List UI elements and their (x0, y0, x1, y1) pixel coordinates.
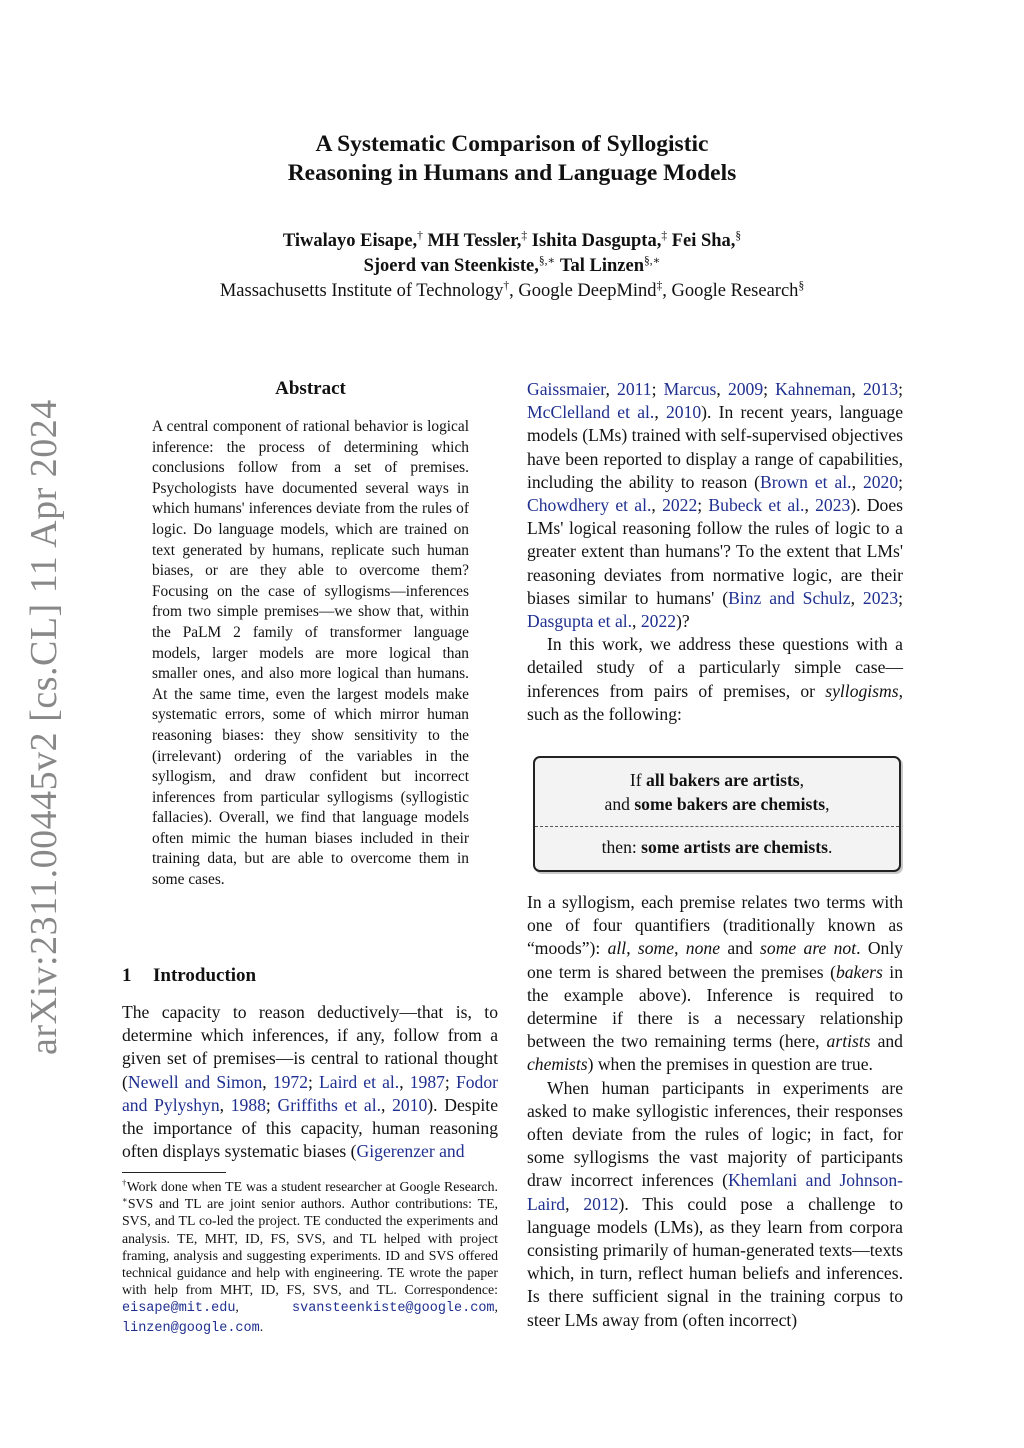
premise-statement: some bakers are chemists (634, 794, 826, 814)
citation-link[interactable]: Chowdhery et al. (527, 495, 652, 516)
citation-year-link[interactable]: 2010 (392, 1094, 428, 1115)
syllogism-premises (535, 768, 899, 816)
citation-year-link[interactable]: 2020 (862, 471, 899, 492)
text-run: . Only one term is shared between the premises ( (527, 938, 904, 982)
title-line-1: A Systematic Comparison of Syllogistic (315, 131, 709, 157)
section-title: Introduction (153, 965, 257, 986)
affiliation-deepmind: , Google DeepMind (509, 281, 657, 301)
arxiv-identifier-stamp: arXiv:2311.00445v2 [cs.CL] 11 Apr 2024 (23, 399, 65, 1055)
author-line-1 (0, 229, 1024, 254)
citation-link[interactable]: Griffiths et al. (277, 1094, 381, 1115)
abstract-heading: Abstract (275, 378, 346, 399)
citation-year-link[interactable]: 2012 (583, 1193, 619, 1214)
affiliation-mark: § (798, 279, 805, 292)
text-run: )? (676, 611, 690, 632)
citation-year-link[interactable]: 2011 (617, 379, 652, 399)
affiliation-mit: Massachusetts Institute of Technology (219, 281, 504, 301)
text-run: , (381, 1094, 393, 1115)
emphasis: some (637, 938, 675, 959)
paragraph (527, 891, 903, 1077)
author-block (0, 229, 1024, 304)
author-eisape: Tiwalayo Eisape, (282, 231, 418, 251)
paragraph (527, 633, 903, 726)
citation-year-link[interactable]: 2013 (862, 379, 899, 399)
footnote-mark: ∗ (122, 1194, 128, 1205)
author-linzen: Tal Linzen (559, 256, 644, 276)
footnote-rule (122, 1172, 226, 1173)
syllogism-example-box (533, 756, 901, 872)
text-run: , (626, 938, 638, 959)
emphasis: artists (826, 1031, 871, 1052)
text-run: in the example above). Inference is required to determine if there is a necessary relationship between the two remaining terms (here, (527, 961, 903, 1052)
citation-link[interactable]: Laird et al. (319, 1071, 400, 1092)
text-run: , (716, 379, 728, 399)
citation-year-link[interactable]: 2022 (640, 611, 677, 632)
text-run: , (674, 938, 686, 959)
right-column-top (527, 378, 903, 726)
citation-year-link[interactable]: 2023 (862, 587, 899, 608)
footnote-text: SVS and TL are joint senior authors. Author contributions: TE, SVS, and TL co-led the project. TE conducted the experiments and analysis. TE, MHT, ID, FS, SVS, and TL helped with project framing, analysis and suggesting experiments. ID and SVS offered technical guidance and help with engineering. TE wrote the paper with help from MHT, ID, FS, SVS, and TL. Correspondence: (122, 1196, 498, 1298)
paper-title (0, 130, 1024, 188)
text-run: , (851, 379, 863, 399)
text-run: ; (651, 379, 664, 399)
text-run: ; (763, 379, 776, 399)
text-run: , (494, 1299, 498, 1315)
author-van-steenkiste: Sjoerd van Steenkiste, (363, 256, 539, 276)
text-run: ; (265, 1094, 278, 1115)
introduction-paragraph (122, 1001, 498, 1163)
premise-1 (535, 768, 899, 792)
citation-link[interactable]: Gigerenzer and (356, 1141, 465, 1162)
citation-year-link[interactable]: 2023 (815, 495, 851, 516)
emphasis: some are not (760, 938, 857, 959)
intro-text-run: ). Despite the importance of this capacity, human reasoning often displays systematic biases ( (122, 1094, 499, 1162)
affiliation-mark: ‡ (521, 229, 528, 242)
section-number: 1 (122, 965, 132, 986)
text-run: , (654, 402, 666, 423)
text-run: , (804, 495, 816, 516)
text-run: ). This could pose a challenge to language models (LMs), as they learn from corpora consisting primarily of human-generated texts—texts which, in turn, reflect human beliefs and inferences. Is there sufficient signal in the training corpus to steer LMs away from (often incorrect) (527, 1193, 903, 1330)
text-run: ; (898, 379, 904, 399)
citation-year-link[interactable]: 2009 (727, 379, 764, 399)
syllogism-divider (535, 826, 899, 827)
author-sha: Fei Sha, (671, 231, 736, 251)
text-run: , (825, 794, 830, 814)
text-run: , (850, 587, 863, 608)
paragraph (527, 1077, 903, 1332)
text-run: ) when the premises in question are true. (587, 1054, 873, 1075)
syllogism-conclusion (535, 835, 899, 859)
text-run: , (399, 1071, 410, 1092)
text-run: . (827, 837, 833, 857)
affiliation-mark: ‡ (661, 229, 668, 242)
paragraph (527, 378, 903, 633)
author-dasgupta: Ishita Dasgupta, (531, 231, 662, 251)
text-run: , (235, 1299, 292, 1315)
text-run: In this work, we address these questions with a detailed study of a particularly simple case—inferences from pairs of premises, or (527, 634, 903, 701)
citation-year-link[interactable]: 2022 (662, 495, 698, 516)
citation-year-link[interactable]: 2010 (665, 402, 702, 423)
emphasis: all (607, 938, 627, 959)
text-run: , (851, 471, 863, 492)
section-heading-introduction (122, 965, 256, 987)
text-run: ). Does LMs' logical reasoning follow the rules of logic to a greater extent than humans'? To the extent that LMs' reasoning deviates from normative logic, are their biases similar to humans' ( (527, 495, 903, 608)
affiliation-mark: ‡ (656, 279, 663, 292)
text-run: ; (444, 1071, 456, 1092)
text-run: , (565, 1193, 584, 1214)
citation-link[interactable]: Newell and Simon (127, 1071, 263, 1092)
citation-link[interactable]: McClelland et al. (527, 402, 655, 423)
premise-statement: all bakers are artists (646, 770, 800, 790)
abstract-text: A central component of rational behavior is logical inference: the process of determining which conclusions follow from a set of premises. Psychologists have documented several ways in which humans' inferences deviate from the rules of logic. Do language models, which are trained on text generated by humans, replicate such human biases, or are they able to overcome them? Focusing on the case of syllogisms—inferences from two simple premises—we show that, within the PaLM 2 family of transformer language models, larger models are more logical than smaller ones, and also more logical than humans. At the same time, even the largest models make systematic errors, some of which mirror human reasoning biases: they show sensitivity to the (irrelevant) ordering of the variables in the syllogism, and draw confident but incorrect inferences from particular syllogisms (syllogistic fallacies). Overall, we find that language models often mimic the human biases included in their training data, but are able to overcome them in some cases. (152, 418, 469, 889)
citation-link[interactable]: Binz and Schulz (728, 587, 851, 608)
citation-year-link[interactable]: 1988 (230, 1094, 266, 1115)
text-run: ; (898, 471, 904, 492)
text-run: , (262, 1071, 273, 1092)
footnote-text: Work done when TE was a student researcher at Google Research. (126, 1179, 499, 1194)
citation-link[interactable]: Kahneman (775, 379, 852, 399)
emphasis: none (685, 938, 720, 959)
citation-year-link[interactable]: 1972 (272, 1071, 308, 1092)
text-run: ; (898, 587, 903, 608)
author-tessler: MH Tessler, (427, 231, 522, 251)
text-run: ; (308, 1071, 320, 1092)
emphasis: bakers (835, 961, 883, 982)
affiliation-google-research: , Google Research (662, 281, 799, 301)
text-run: If (629, 770, 647, 790)
text-run: ). In recent years, language models (LMs) trained with self-supervised objectives have been reported to display a range of capabilities, including the ability to reason ( (527, 402, 904, 492)
citation-link[interactable]: Fodor and Pylyshyn (122, 1071, 498, 1115)
intro-text-run: The capacity to reason deductively—that is, to determine which inferences, if any, follow from a given set of premises—is central to rational thought ( (122, 1002, 498, 1092)
text-run: and (604, 794, 635, 814)
text-run: then: (601, 837, 642, 857)
text-run: and (720, 938, 761, 959)
text-run: , (632, 611, 641, 632)
citation-link[interactable]: Marcus (663, 379, 717, 399)
citation-year-link[interactable]: 1987 (409, 1071, 445, 1092)
affiliation-mark: † (503, 279, 510, 292)
emphasis: chemists (527, 1054, 588, 1075)
author-line-2 (0, 254, 1024, 279)
affiliation-mark: † (417, 229, 423, 242)
text-run: , such as the following: (527, 680, 903, 724)
citation-link[interactable]: Gaissmaier (527, 379, 606, 399)
citation-link[interactable]: Khemlani and Johnson-Laird (527, 1170, 903, 1214)
footnote-mark: † (122, 1177, 127, 1188)
text-run: , (651, 495, 663, 516)
text-run: ; (697, 495, 709, 516)
text-run: , (605, 379, 618, 399)
text-run: , (219, 1094, 231, 1115)
email-link[interactable]: svansteenkiste@google.com (292, 1301, 495, 1317)
text-run: When human participants in experiments are asked to make syllogistic inferences, their responses often deviate from the rules of logic; in fact, for some syllogisms the vast majority of participants draw incorrect inferences ( (527, 1077, 903, 1191)
emphasis: syllogisms (825, 680, 899, 701)
text-run: . (259, 1318, 264, 1334)
right-column-bottom (527, 891, 903, 1332)
email-link[interactable]: linzen@google.com (122, 1320, 260, 1336)
citation-link[interactable]: Brown et al. (760, 471, 852, 492)
affiliation-mark: §,∗ (644, 254, 661, 267)
premise-2 (535, 792, 899, 816)
conclusion-statement: some artists are chemists (641, 837, 828, 857)
text-run: and (870, 1031, 903, 1052)
text-run: In a syllogism, each premise relates two terms with one of four quantifiers (traditionally known as “moods”): (527, 892, 903, 959)
footnote (122, 1178, 498, 1337)
email-link[interactable]: eisape@mit.edu (122, 1301, 236, 1317)
affiliation-mark: § (735, 229, 742, 242)
citation-link[interactable]: Bubeck et al. (708, 495, 805, 516)
title-line-2: Reasoning in Humans and Language Models (287, 160, 737, 186)
affiliation-mark: §,∗ (538, 254, 556, 267)
citation-link[interactable]: Dasgupta et al. (527, 611, 633, 632)
affiliations (0, 279, 1024, 304)
text-run: , (799, 770, 805, 790)
